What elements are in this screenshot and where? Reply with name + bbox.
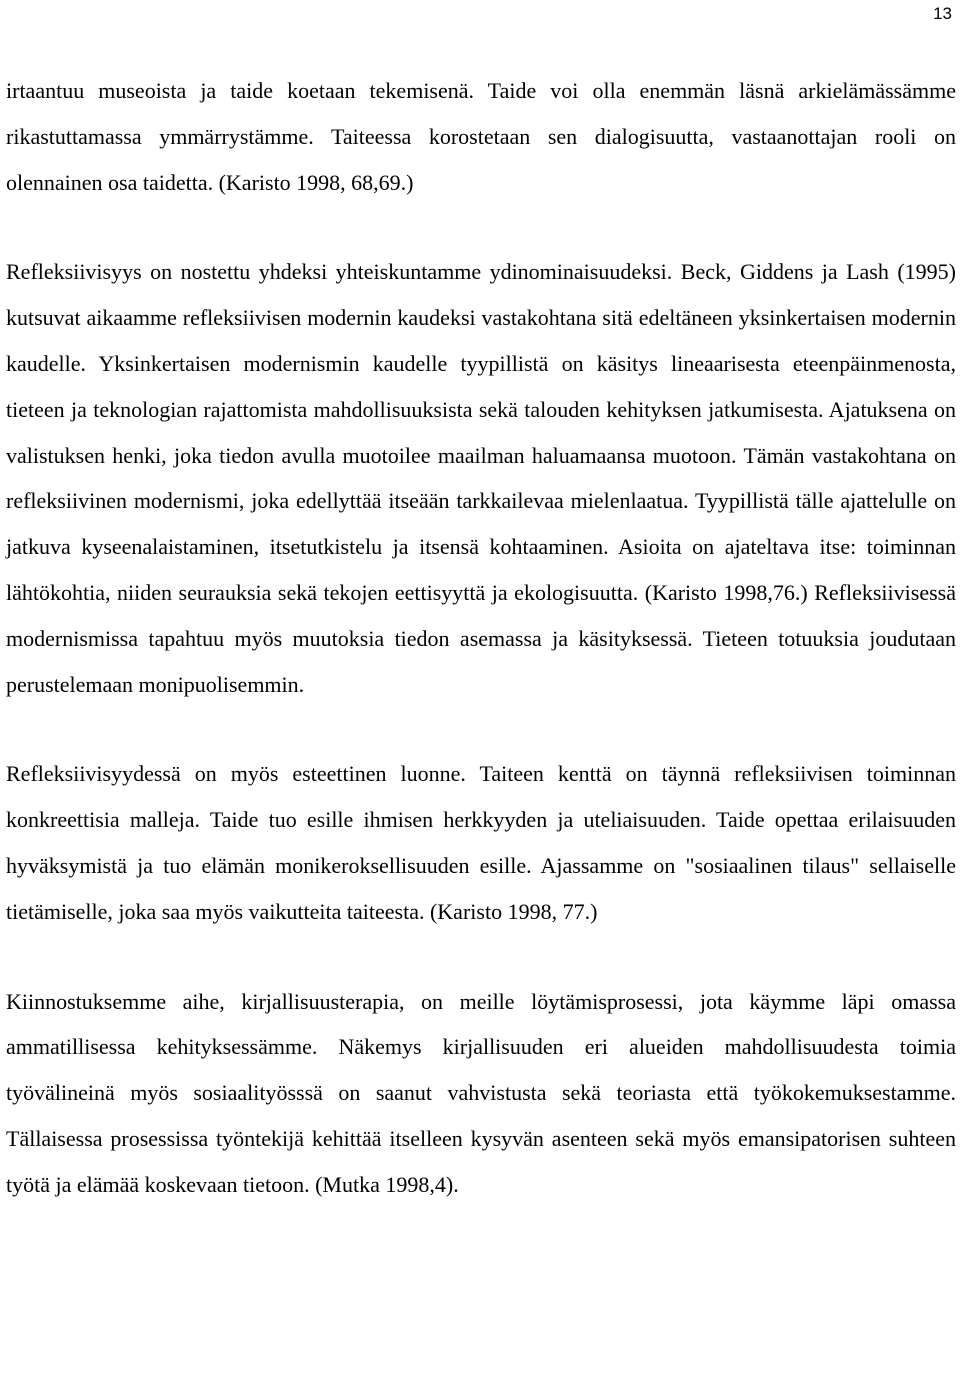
paragraph-aesthetic-reflexivity: Refleksiivisyydessä on myös esteettinen luonne. Taiteen kenttä on täynnä refleksiivisen toiminnan konkreettisia malleja. Taide tuo esille ihmisen herkkyyden ja uteliaisuuden. Taide opettaa erilaisuuden hyväksymistä ja tuo elämän monikeroksellisuuden esille. Ajassamme on "sosiaalinen tilaus" sellaiselle tietämiselle, joka saa myös vaikutteita taiteesta. (Karisto 1998, 77.)	[6, 761, 956, 924]
page-number: 13	[933, 4, 952, 23]
paragraph-art-dialogue: irtaantuu museoista ja taide koetaan tekemisenä. Taide voi olla enemmän läsnä arkielämässämme rikastuttamassa ymmärrystämme. Taiteessa korostetaan sen dialogisuutta, vastaanottajan rooli on olennainen osa taidetta. (Karisto 1998, 68,69.)	[6, 78, 956, 195]
paragraph-literature-therapy: Kiinnostuksemme aihe, kirjallisuusterapia, on meille löytämisprosessi, jota käymme läpi omassa ammatillisessa kehityksessämme. Näkemys kirjallisuuden eri alueiden mahdollisuudesta toimia työvälineinä myös sosiaalityösssä on saanut vahvistusta sekä teoriasta että työkokemuksestamme. Tällaisessa prosessissa työntekijä kehittää itselleen kysyvän asenteen sekä myös emansipatorisen suhteen työtä ja elämää koskevaan tietoon. (Mutka 1998,4).	[6, 988, 956, 1197]
document-body	[6, 68, 956, 1208]
paragraph-reflexive-modernity: Refleksiivisyys on nostettu yhdeksi yhteiskuntamme ydinominaisuudeksi. Beck, Giddens ja Lash (1995) kutsuvat aikaamme refleksiivisen modernin kaudeksi vastakohtana sitä edeltäneen yksinkertaisen modernin kaudelle. Yksinkertaisen modernismin kaudelle tyypillistä on käsitys lineaarisesta eteenpäinmenosta, tieteen ja teknologian rajattomista mahdollisuuksista sekä talouden kehityksen jatkumisesta. Ajatuksena on valistuksen henki, joka tiedon avulla muotoilee maailman haluamaansa muotoon. Tämän vastakohtana on refleksiivinen modernismi, joka edellyttää itseään tarkkailevaa mielenlaatua. Tyypillistä tälle ajattelulle on jatkuva kyseenalaistaminen, itsetutkistelu ja itsensä kohtaaminen. Asioita on ajateltava itse: toiminnan lähtökohtia, niiden seurauksia sekä tekojen eettisyyttä ja ekologisuutta. (Karisto 1998,76.) Refleksiivisessä modernismissa tapahtuu myös muutoksia tiedon asemassa ja käsityksessä. Tieteen totuuksia joudutaan perustelemaan monipuolisemmin.	[6, 259, 956, 697]
